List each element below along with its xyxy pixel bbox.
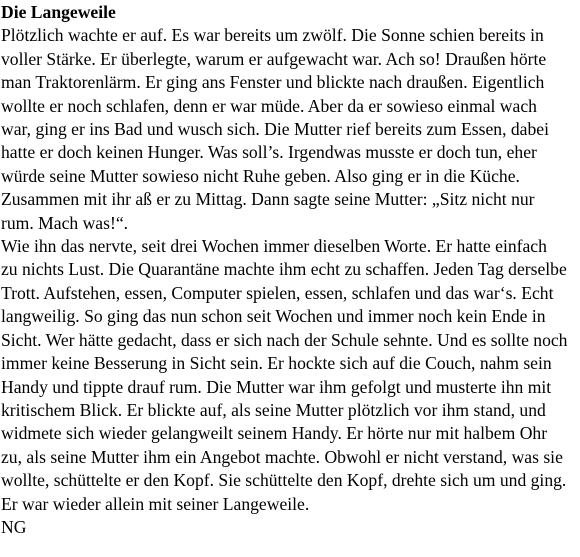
story-paragraph-1: Plötzlich wachte er auf. Es war bereits um zwölf. Die Sonne schien bereits in voller Stärke. Er überlegte, warum er aufgewacht war. Ach so! Draußen hörte man Traktorenlärm. Er ging ans Fenster und blickte nach draußen. Eigentlich wollte er noch schlafen, denn er war müde. Aber da er sowieso einmal wach war, ging er ins Bad und wusch sich. Die Mutter rief bereits zum Essen, dabei hatte er doch keinen Hunger. Was soll’s. Irgendwas musste er doch tun, eher würde seine Mutter sowieso nicht Ruhe geben. Also ging er in die Küche. Zusammen mit ihr aß er zu Mittag. Dann sagte seine Mutter: „Sitz nicht nur rum. Mach was!“. (1, 25, 549, 233)
story-title: Die Langeweile (1, 2, 116, 22)
author-initials: NG (1, 516, 27, 537)
document-page (1, 1, 579, 539)
story-paragraph-2: Wie ihn das nervte, seit drei Wochen immer dieselben Worte. Er hatte einfach zu nichts Lust. Die Quarantäne machte ihm echt zu schaffen. Jeden Tag derselbe Trott. Aufstehen, essen, Computer spielen, essen, schlafen und das war‘s. Echt langweilig. So ging das nun schon seit Wochen und immer noch kein Ende in Sicht. Wer hätte gedacht, dass er sich nach der Schule sehnte. Und es sollte noch immer keine Besserung in Sicht sein. Er hockte sich auf die Couch, nahm sein Handy und tippte drauf rum. Die Mutter war ihm gefolgt und musterte ihn mit kritischem Blick. Er blickte auf, als seine Mutter plötzlich vor ihm stand, und widmete sich wieder gelangweilt seinem Handy. Er hörte nur mit halbem Ohr zu, als seine Mutter ihm ein Angebot machte. Obwohl er nicht verstand, was sie wollte, schüttelte er den Kopf. Sie schüttelte den Kopf, drehte sich um und ging. Er war wieder allein mit seiner Langeweile. (1, 236, 568, 514)
